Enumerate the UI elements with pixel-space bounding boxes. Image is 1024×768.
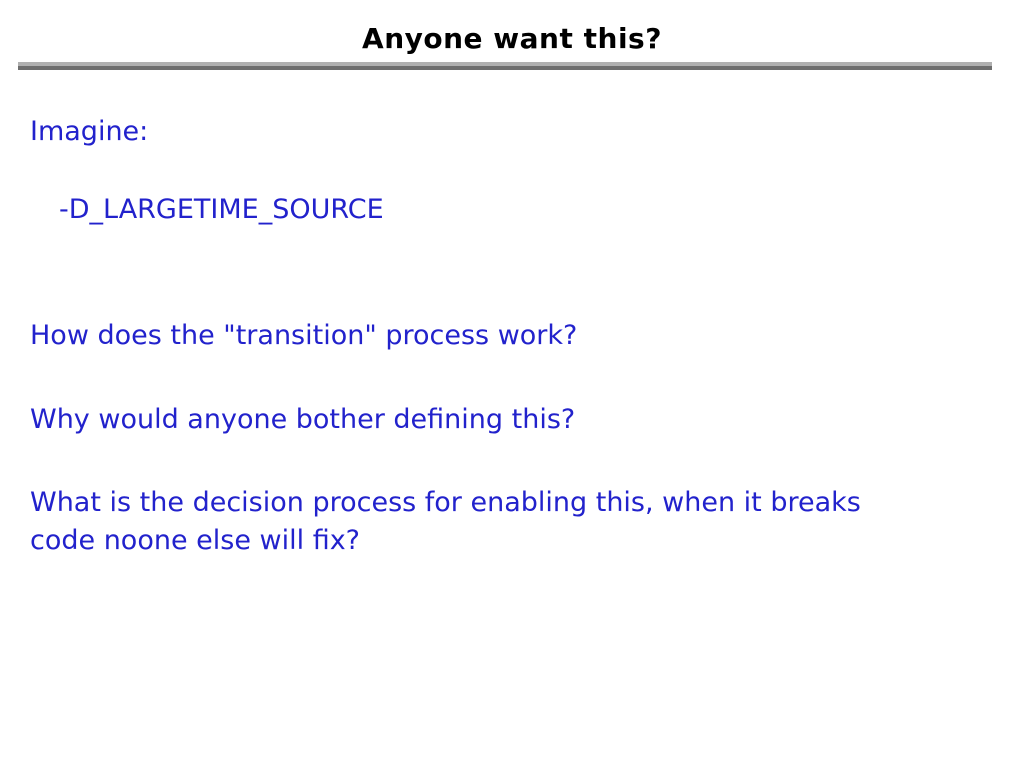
- question-transition-process: How does the "transition" process work?: [30, 320, 578, 351]
- compiler-flag-item: -D_LARGETIME_SOURCE: [59, 194, 384, 225]
- question-why-define: Why would anyone bother defining this?: [30, 404, 576, 435]
- imagine-label: Imagine:: [30, 116, 149, 147]
- question-decision-process-line2: code noone else will fix?: [30, 525, 361, 556]
- slide-title: Anyone want this?: [362, 22, 662, 55]
- question-decision-process-line1: What is the decision process for enabling this, when it breaks: [30, 487, 861, 518]
- title-divider-rule: [18, 62, 992, 70]
